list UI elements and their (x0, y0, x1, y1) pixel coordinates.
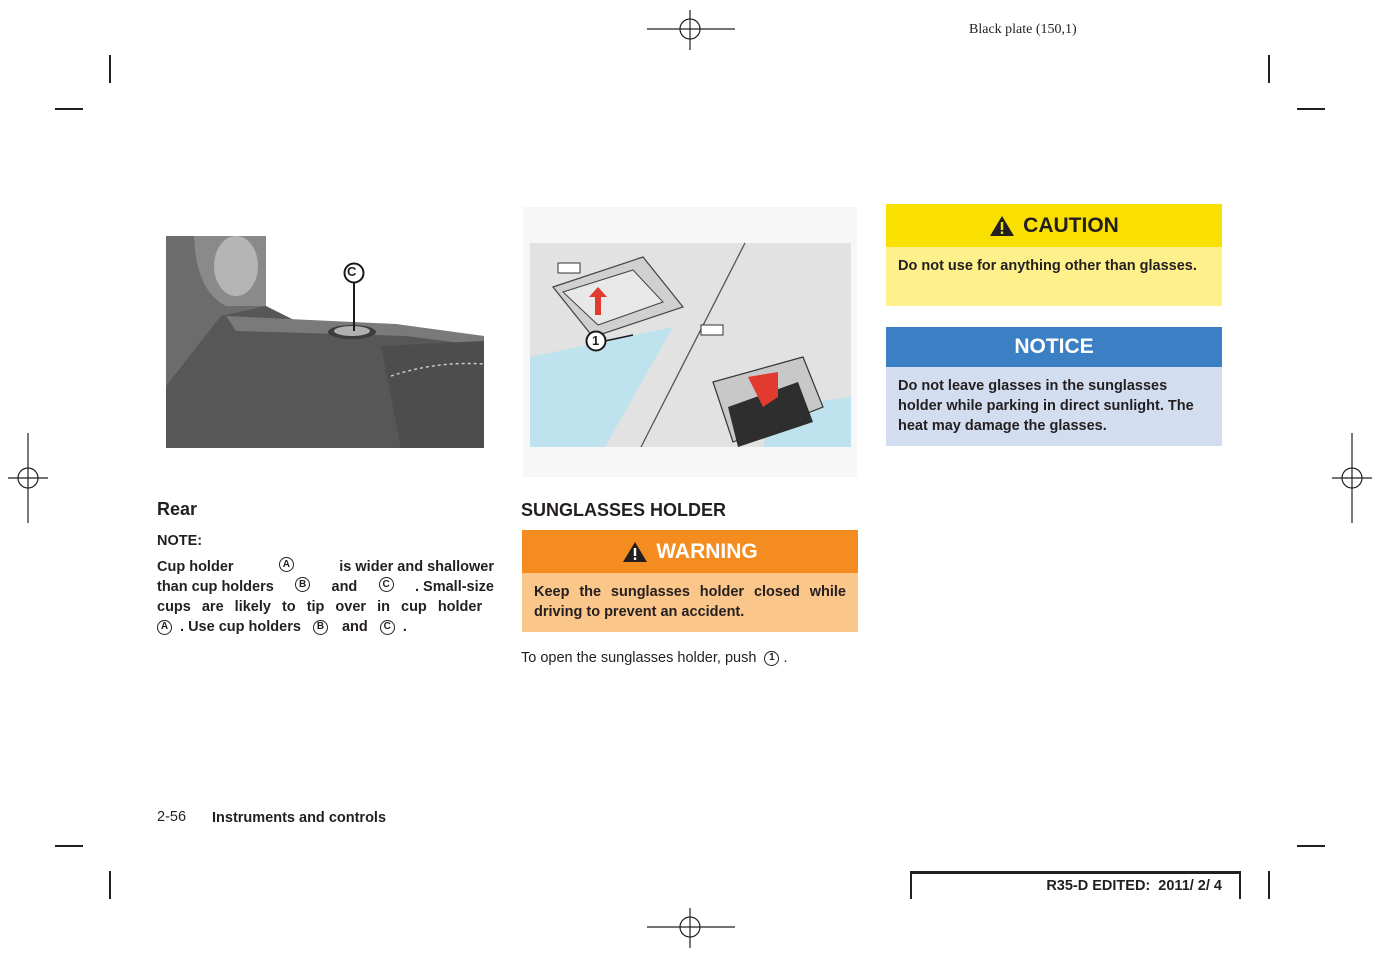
caution-triangle-icon (989, 215, 1015, 237)
note-label: NOTE: (157, 533, 203, 549)
note-line-2 (157, 577, 494, 597)
registration-mark-right (1332, 433, 1372, 523)
rear-cup-holder-figure (166, 236, 484, 448)
open-instruction (521, 650, 787, 666)
warning-body: Keep the sunglasses holder closed while driving to prevent an accident. (522, 573, 858, 632)
open-instruction-text: To open the sunglasses holder, push (521, 650, 757, 666)
caution-header (886, 204, 1222, 247)
notice-body: Do not leave glasses in the sunglasses holder while parking in direct sunlight. The heat may damage the glasses. (886, 367, 1222, 446)
note-line-4 (157, 617, 494, 637)
note-text: cups are likely to tip over in cup holder (157, 599, 483, 615)
notice-header (886, 327, 1222, 367)
note-line-1 (157, 557, 494, 577)
sunglasses-holder-heading: SUNGLASSES HOLDER (521, 500, 727, 520)
note-text: and (331, 579, 358, 595)
registration-mark-left (8, 433, 48, 523)
page-number: 2-56 (157, 809, 187, 825)
warning-header (522, 530, 858, 573)
ref-b-badge: B (313, 620, 328, 635)
ref-c-badge: C (379, 577, 394, 592)
section-title: Instruments and controls (212, 810, 387, 826)
rear-heading: Rear (157, 499, 198, 519)
note-text: . (402, 619, 407, 635)
caution-body: Do not use for anything other than glasses. (886, 247, 1222, 306)
note-line-3 (157, 597, 494, 617)
notice-title: NOTICE (1014, 335, 1094, 358)
warning-title: WARNING (656, 539, 758, 563)
edited-stamp: R35-D EDITED: 2011/ 2/ 4 (1046, 878, 1222, 894)
edited-stamp-box (910, 871, 1241, 899)
callout-c-label: C (347, 264, 357, 279)
ref-a-badge: A (157, 620, 172, 635)
note-text: Cup holder (157, 559, 234, 575)
registration-mark-top (647, 10, 735, 50)
registration-mark-bottom (647, 908, 735, 948)
note-text: . Use cup holders (180, 619, 301, 635)
note-text: than cup holders (157, 579, 274, 595)
plate-label: Black plate (150,1) (969, 22, 1077, 37)
note-body (157, 557, 494, 637)
caution-title: CAUTION (1023, 213, 1119, 237)
note-text: and (341, 619, 368, 635)
open-instruction-end: . (783, 650, 788, 666)
ref-a-badge: A (279, 557, 294, 572)
callout-1-label: 1 (592, 333, 600, 348)
warning-triangle-icon (622, 541, 648, 563)
sunglasses-holder-figure (523, 207, 857, 477)
note-text: is wider and shallower (339, 559, 494, 575)
note-text: . Small-size (414, 579, 494, 595)
ref-1-badge: 1 (764, 651, 779, 666)
ref-c-badge: C (380, 620, 395, 635)
ref-b-badge: B (295, 577, 310, 592)
